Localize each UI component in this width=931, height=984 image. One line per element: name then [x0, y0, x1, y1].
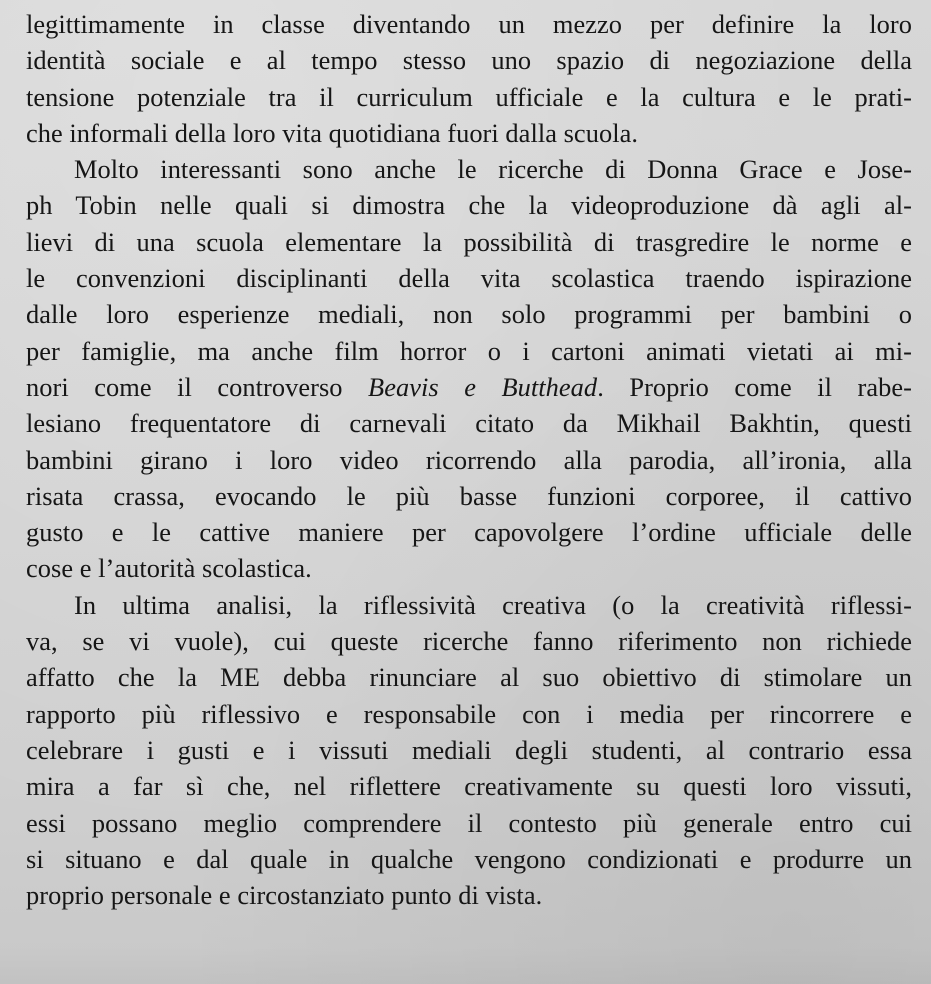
text-line: cose e l’autorità scolastica.	[26, 553, 312, 584]
text-line: risata crassa, evocando le più basse funzioni corporee, il cattivo	[26, 480, 912, 511]
text-line: tensione potenziale tra il curriculum ufficiale e la cultura e le prati-	[26, 81, 912, 112]
text-line: che informali della loro vita quotidiana fuori dalla scuola.	[26, 117, 638, 148]
text-line: celebrare i gusti e i vissuti mediali degli studenti, al contrario essa	[26, 734, 912, 765]
text-line: va, se vi vuole), cui queste ricerche fanno riferimento non richiede	[26, 626, 912, 657]
text-line: lievi di una scuola elementare la possibilità di trasgredire le norme e	[26, 226, 912, 257]
text-line: mira a far sì che, nel riflettere creativamente su questi loro vissuti,	[26, 771, 912, 802]
text-line: dalle loro esperienze mediali, non solo programmi per bambini o	[26, 299, 912, 330]
page-bottom-shadow	[0, 946, 931, 984]
text-line: per famiglie, ma anche film horror o i cartoni animati vietati ai mi-	[26, 335, 912, 366]
text-line: essi possano meglio comprendere il contesto più generale entro cui	[26, 807, 912, 838]
italic-title: Beavis e Butthead	[368, 371, 598, 402]
text-line: identità sociale e al tempo stesso uno spazio di negoziazione della	[26, 45, 912, 76]
text-line: lesiano frequentatore di carnevali citato da Mikhail Bakhtin, questi	[26, 408, 912, 439]
text-run: . Proprio come il rabe-	[597, 371, 912, 402]
text-line: gusto e le cattive maniere per capovolgere l’ordine ufficiale delle	[26, 517, 912, 548]
paragraph-2	[26, 151, 912, 587]
text-line: le convenzioni disciplinanti della vita scolastica traendo ispirazione	[26, 263, 912, 294]
text-line: In ultima analisi, la riflessività creativa (o la creatività riflessi-	[74, 589, 912, 620]
paragraph-3	[26, 587, 912, 914]
text-line	[26, 369, 912, 405]
page-text	[26, 6, 912, 913]
text-line: bambini girano i loro video ricorrendo alla parodia, all’ironia, alla	[26, 444, 912, 475]
text-run: nori come il controverso	[26, 371, 369, 402]
text-line: legittimamente in classe diventando un mezzo per definire la loro	[26, 9, 912, 39]
text-line: rapporto più riflessivo e responsabile con i media per rincorrere e	[26, 698, 912, 729]
text-line: affatto che la ME debba rinunciare al suo obiettivo di stimolare un	[26, 662, 912, 693]
text-line: Molto interessanti sono anche le ricerche di Donna Grace e Jose-	[74, 154, 912, 185]
text-line: si situano e dal quale in qualche vengono condizionati e produrre un	[26, 843, 912, 874]
paragraph-1	[26, 6, 912, 151]
text-line: proprio personale e circostanziato punto di vista.	[26, 880, 543, 911]
text-line: ph Tobin nelle quali si dimostra che la videoproduzione dà agli al-	[26, 190, 912, 221]
